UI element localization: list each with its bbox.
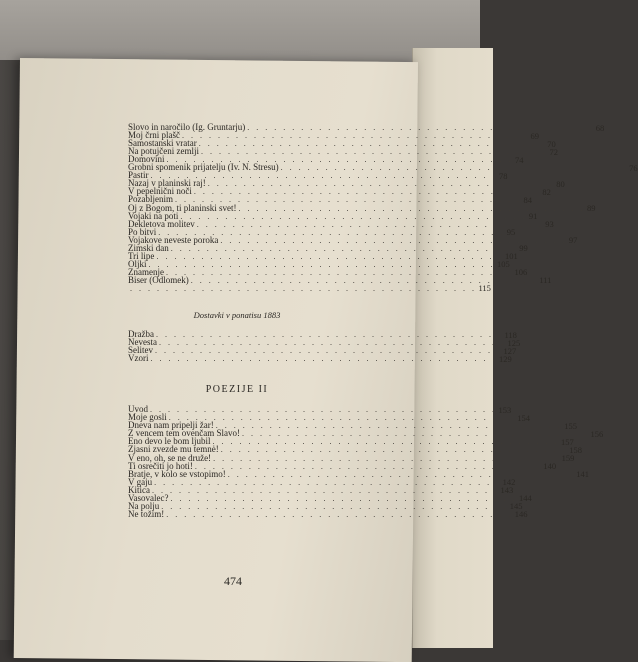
toc-entry-page: 140 <box>543 461 557 472</box>
toc-entry-page: 72 <box>549 146 558 157</box>
toc-entry-page: 95 <box>506 227 516 238</box>
toc-leader-dots: . . . . . . . . . . . . . . . . . . . . . . . . . . . . . . . . . . . . . . . <box>150 405 497 415</box>
toc-leader-dots: . . . . . . . . . . . . . . . . . . . . . . . . . . . . . . . . . . . . . . . <box>154 477 501 487</box>
section-heading-dostavki: Dostavki v ponatisu 1883 <box>193 309 281 320</box>
toc-entry-page: 70 <box>547 138 556 149</box>
toc-leader-dots: . . . . . . . . . . . . . . . . . . . . . . . . . . . . . . . . . . . . . . . <box>158 227 505 237</box>
toc-entry-page: 82 <box>542 186 551 197</box>
toc-entry-page: 97 <box>568 235 578 246</box>
toc-entry-page: 141 <box>576 469 589 480</box>
toc-entry-title: Ne tožim! <box>128 508 165 519</box>
toc-entry-page: 93 <box>545 219 554 230</box>
table-of-contents <box>128 122 638 520</box>
toc-entry-page: 101 <box>504 251 518 262</box>
toc-entry-title: V eno, oh, se ne druže! <box>128 452 212 463</box>
toc-entry-title: Slovo in naročilo (Ig. Gruntarju) <box>128 122 246 133</box>
toc-leader-dots: . . . . . . . . . . . . . . . . . . . . . . . . . . . . . . . . . . . . . . . <box>194 461 542 471</box>
toc-entry-page: 153 <box>498 404 512 415</box>
toc-part2-list <box>128 404 604 520</box>
toc-leader-dots: . . . . . . . . . . . . . . . . . . . . . . . . . . . . . . . . . . . . . . . <box>155 346 502 356</box>
toc-leader-dots: . . . . . . . . . . . . . . . . . . . . . . . . . . . . . . . . . . . . . . . <box>212 437 559 447</box>
toc-leader-dots: . . . . . . . . . . . . . . . . . . . . . . . . . . . . . . . . . . . . . . . <box>155 330 503 340</box>
toc-entry-title: Biser (Odlomek) <box>128 274 189 285</box>
toc-entry <box>128 353 512 364</box>
toc-entry-page: 84 <box>523 194 532 205</box>
toc-leader-dots: . . . . . . . . . . . . . . . . . . . . . . . . . . . . . . . . . . . . . . . <box>196 219 544 229</box>
toc-entry-page: 74 <box>515 154 524 165</box>
toc-entry-title: Na potujčeni zemlji <box>128 146 199 157</box>
toc-entry-title: V gaju <box>128 476 153 487</box>
toc-entry <box>128 283 491 294</box>
toc-entry-title: Z vencem tem ovenčam Slavo! <box>128 428 240 439</box>
toc-entry-title: Vojakove neveste poroka <box>128 234 219 245</box>
toc-entry-page: 129 <box>499 353 512 364</box>
toc-entry-page: 115 <box>478 283 491 294</box>
toc-entry-page: 155 <box>564 420 577 431</box>
toc-leader-dots: . . . . . . . . . . . . . . . . . . . . . . . . . . . . . . . . . . . . . . . <box>166 509 513 519</box>
toc-entry-title: Samostanski vratar <box>128 138 197 149</box>
toc-leader-dots: . . . . . . . . . . . . . . . . . . . . . . . . . . . . . . . . . . . . . . . <box>213 453 560 463</box>
toc-leader-dots: . . . . . . . . . . . . . . . . . . . . . . . . . . . . . . . . . . . . . . . <box>190 275 538 285</box>
toc-leader-dots: . . . . . . . . . . . . . . . . . . . . . . . . . . . . . . . . . . . . . . . <box>220 235 567 245</box>
toc-dostavki-list <box>128 329 521 364</box>
toc-leader-dots: . . . . . . . . . . . . . . . . . . . . . . . . . . . . . . . . . . . . . . . <box>150 171 498 181</box>
toc-leader-dots: . . . . . . . . . . . . . . . . . . . . . . . . . . . . . . . . . . . . . . . <box>180 211 527 221</box>
toc-leader-dots: . . . . . . . . . . . . . . . . . . . . . . . . . . . . . . . . . . . . . . . <box>182 131 529 141</box>
toc-entry-page: 145 <box>509 501 523 512</box>
toc-entry-title: Vzori <box>128 353 149 364</box>
toc-entry-page: 105 <box>497 259 510 270</box>
toc-entry-title: Dekletova molitev <box>128 218 195 229</box>
toc-entry-title: Vojaki na poti <box>128 210 179 221</box>
toc-leader-dots: . . . . . . . . . . . . . . . . . . . . . . . . . . . . . . . . . . . . . . . <box>159 338 506 348</box>
toc-leader-dots: . . . . . . . . . . . . . . . . . . . . . . . . . . . . . . . . . . . . . . . <box>200 147 548 157</box>
toc-entry-title: Zjasni zvezde mu temnė! <box>128 444 219 455</box>
part-heading: POEZIJE II <box>205 384 269 396</box>
toc-leader-dots: . . . . . . . . . . . . . . . . . . . . . . . . . . . . . . . . . . . . . . . <box>130 283 477 293</box>
toc-leader-dots: . . . . . . . . . . . . . . . . . . . . . . . . . . . . . . . . . . . . . . . <box>161 501 508 511</box>
toc-leader-dots: . . . . . . . . . . . . . . . . . . . . . . . . . . . . . . . . . . . . . . . <box>150 354 497 364</box>
toc-leader-dots: . . . . . . . . . . . . . . . . . . . . . . . . . . . . . . . . . . . . . . . <box>227 469 575 479</box>
toc-entry-page: 76 <box>629 162 638 173</box>
toc-entry-title: Selitev <box>128 345 153 356</box>
toc-entry-page: 69 <box>530 130 539 141</box>
toc-leader-dots: . . . . . . . . . . . . . . . . . . . . . . . . . . . . . . . . . . . . . . . <box>280 163 628 173</box>
toc-entry-title: Tri lipe <box>128 250 155 261</box>
toc-entry-page: 127 <box>503 345 517 356</box>
toc-entry-title: Po bitvi <box>128 226 157 237</box>
toc-entry-title: Nazaj v planinski raj! <box>128 178 206 189</box>
toc-entry-page: 157 <box>561 436 574 447</box>
toc-leader-dots: . . . . . . . . . . . . . . . . . . . . . . . . . . . . . . . . . . . . . . . <box>241 429 589 439</box>
toc-entry-title: Nevesta <box>128 337 157 348</box>
toc-entry-title: Znamenje <box>128 266 164 277</box>
toc-entry-page: 159 <box>561 453 575 463</box>
toc-entry-title: Vasovalec? <box>128 492 169 503</box>
toc-leader-dots: . . . . . . . . . . . . . . . . . . . . . . . . . . . . . . . . . . . . . . . <box>220 445 568 455</box>
toc-entry-title: Oljki <box>128 258 147 269</box>
toc-entry-page: 106 <box>514 267 528 278</box>
toc-entry-title: Kitica <box>128 484 150 495</box>
toc-leader-dots: . . . . . . . . . . . . . . . . . . . . . . . . . . . . . . . . . . . . . . . <box>215 421 563 431</box>
toc-leader-dots: . . . . . . . . . . . . . . . . . . . . . . . . . . . . . . . . . . . . . . . <box>238 203 585 213</box>
toc-entry-page: 146 <box>514 509 528 520</box>
toc-entry-page: 80 <box>556 178 565 189</box>
toc-leader-dots: . . . . . . . . . . . . . . . . . . . . . . . . . . . . . . . . . . . . . . . <box>175 195 522 205</box>
toc-entry-title: Dneva nam pripelji žar! <box>128 420 214 431</box>
toc-entry <box>128 508 528 520</box>
toc-entry-title: Dražba <box>128 329 154 340</box>
toc-entry-title: Bratje, v kolo se vstopimo! <box>128 468 226 479</box>
toc-entry-title: Moj črni plašč <box>128 130 180 141</box>
toc-leader-dots: . . . . . . . . . . . . . . . . . . . . . . . . . . . . . . . . . . . . . . . <box>168 413 516 423</box>
toc-entry-title: Oj z Bogom, ti planinski svet! <box>128 202 237 213</box>
toc-entry-title: Grobni spomenik prijatelju (Iv. N. Stresu) <box>128 162 279 173</box>
toc-entry-page: 154 <box>517 412 531 423</box>
toc-leader-dots: . . . . . . . . . . . . . . . . . . . . . . . . . . . . . . . . . . . . . . . <box>148 259 496 269</box>
toc-entry-title: Pastir <box>128 170 149 181</box>
toc-part1-list <box>128 122 638 294</box>
toc-entry-title: Zimski dan <box>128 242 169 253</box>
toc-entry-page: 111 <box>539 275 552 286</box>
toc-entry-title: Ti osrečiti jo hoti! <box>128 460 193 471</box>
toc-entry-title: Eno devo le bom ljubil <box>128 436 211 447</box>
toc-entry-title: Domovini <box>128 154 165 165</box>
toc-entry-page: 99 <box>519 243 528 254</box>
toc-leader-dots: . . . . . . . . . . . . . . . . . . . . . . . . . . . . . . . . . . . . . . . <box>156 251 503 261</box>
toc-leader-dots: . . . . . . . . . . . . . . . . . . . . . . . . . . . . . . . . . . . . . . . <box>198 139 546 149</box>
toc-entry-page: 142 <box>502 477 516 488</box>
toc-entry-title: Pozabljenim <box>128 194 173 205</box>
toc-leader-dots: . . . . . . . . . . . . . . . . . . . . . . . . . . . . . . . . . . . . . . . <box>247 123 594 133</box>
toc-entry-title: V pepelnični noči <box>128 186 192 197</box>
toc-entry-title: Moje gosli <box>128 412 167 423</box>
toc-leader-dots: . . . . . . . . . . . . . . . . . . . . . . . . . . . . . . . . . . . . . . . <box>166 155 514 165</box>
page-number: 474 <box>224 574 242 588</box>
toc-entry-page: 78 <box>499 170 508 181</box>
toc-entry-page: 144 <box>518 493 532 504</box>
toc-leader-dots: . . . . . . . . . . . . . . . . . . . . . . . . . . . . . . . . . . . . . . . <box>193 187 541 197</box>
toc-entry-page: 89 <box>587 203 596 214</box>
toc-leader-dots: . . . . . . . . . . . . . . . . . . . . . . . . . . . . . . . . . . . . . . . <box>165 267 513 277</box>
toc-entry-page: 143 <box>500 485 514 496</box>
toc-leader-dots: . . . . . . . . . . . . . . . . . . . . . . . . . . . . . . . . . . . . . . . <box>170 243 518 253</box>
toc-entry-page: 118 <box>504 329 517 340</box>
toc-leader-dots: . . . . . . . . . . . . . . . . . . . . . . . . . . . . . . . . . . . . . . . <box>207 179 555 189</box>
toc-entry-page: 91 <box>528 211 538 222</box>
toc-entry-title: Na polju <box>128 500 160 511</box>
toc-leader-dots: . . . . . . . . . . . . . . . . . . . . . . . . . . . . . . . . . . . . . . . <box>152 485 499 495</box>
toc-entry-page: 68 <box>595 122 605 133</box>
toc-entry-page: 125 <box>507 337 521 348</box>
toc-entry-title: Uvod <box>128 404 148 415</box>
toc-leader-dots: . . . . . . . . . . . . . . . . . . . . . . . . . . . . . . . . . . . . . . . <box>170 493 517 503</box>
toc-entry-page: 158 <box>569 444 582 455</box>
toc-entry-page: 156 <box>590 428 604 439</box>
